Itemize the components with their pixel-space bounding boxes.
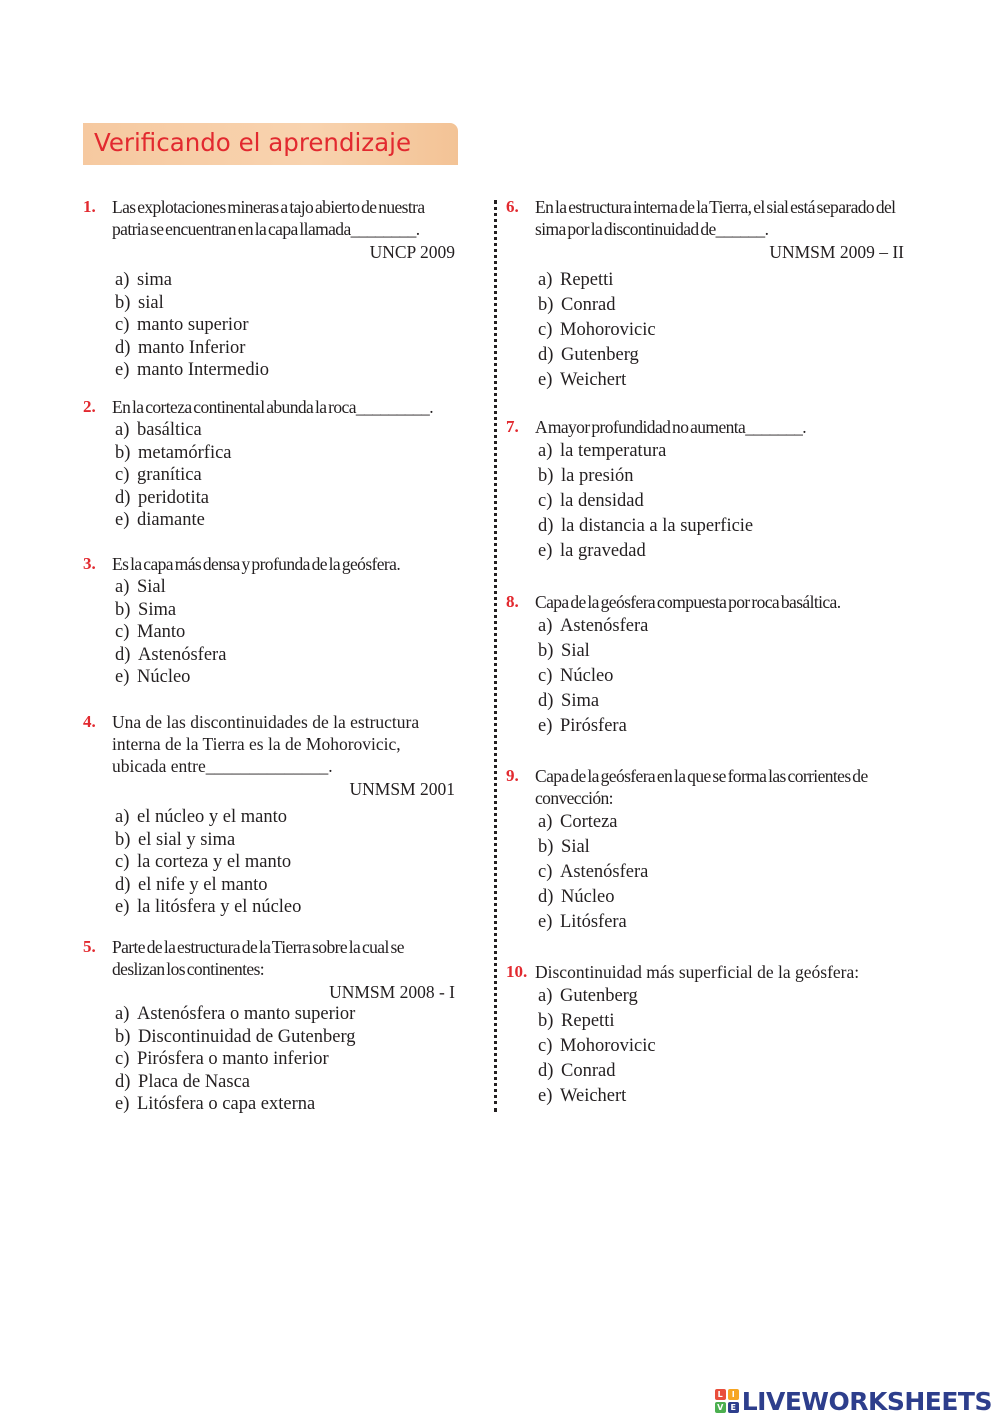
- option-d[interactable]: [535, 514, 904, 539]
- option-text: la litósfera y el núcleo: [137, 897, 302, 917]
- question-5: [83, 936, 455, 1116]
- exam-source: UNCP 2009: [369, 242, 455, 262]
- option-letter: e): [538, 716, 553, 736]
- option-letter: a): [115, 1004, 130, 1024]
- option-text: Pirósfera o manto inferior: [137, 1049, 329, 1069]
- option-text: manto Intermedio: [137, 360, 270, 380]
- option-b[interactable]: [535, 293, 904, 318]
- question-1: [83, 196, 455, 382]
- option-text: la gravedad: [560, 541, 646, 561]
- option-e[interactable]: [112, 896, 455, 919]
- question-text: Es la capa más densa y profunda de la geósfera.: [112, 554, 401, 574]
- option-text: Sima: [138, 599, 177, 620]
- option-c[interactable]: [112, 464, 455, 487]
- option-text: Litósfera o capa externa: [137, 1094, 316, 1114]
- option-text: Gutenberg: [561, 345, 639, 365]
- option-text: Astenósfera: [560, 862, 649, 882]
- option-c[interactable]: [112, 621, 455, 644]
- option-letter: b): [115, 829, 131, 850]
- option-b[interactable]: [112, 292, 455, 315]
- option-text: Discontinuidad de Gutenberg: [138, 1026, 356, 1047]
- option-letter: e): [538, 541, 553, 561]
- question-text: Las explotaciones mineras a tajo abierto de nuestra patria se encuentran en la capa llamada________.: [112, 197, 425, 239]
- option-text: Conrad: [561, 1061, 616, 1081]
- exam-source: UNMSM 2001: [349, 779, 455, 799]
- option-text: el núcleo y el manto: [137, 807, 288, 827]
- option-letter: a): [538, 616, 553, 636]
- option-letter: c): [115, 1049, 130, 1069]
- option-text: Gutenberg: [560, 986, 638, 1006]
- option-e[interactable]: [112, 359, 455, 382]
- option-letter: a): [115, 577, 130, 597]
- option-d[interactable]: [112, 487, 455, 510]
- option-b[interactable]: [112, 829, 455, 852]
- option-letter: a): [115, 420, 130, 440]
- option-letter: e): [115, 360, 130, 380]
- logo-letter: I: [728, 1389, 739, 1400]
- option-text: sima: [137, 270, 172, 290]
- option-letter: c): [115, 622, 130, 642]
- option-text: Sima: [561, 691, 600, 711]
- exam-source: UNMSM 2009 – II: [769, 242, 904, 262]
- logo-text: LIVEWORKSHEETS: [741, 1386, 992, 1416]
- option-a[interactable]: [112, 419, 455, 442]
- option-c[interactable]: [535, 664, 904, 689]
- option-b[interactable]: [535, 835, 904, 860]
- option-text: sial: [138, 292, 164, 313]
- question-text: En la estructura interna de la Tierra, el sial está separado del sima por la discontinuidad de______.: [535, 197, 896, 239]
- option-a[interactable]: [112, 806, 455, 829]
- option-letter: e): [538, 1086, 553, 1106]
- option-d[interactable]: [112, 874, 455, 897]
- option-b[interactable]: [112, 599, 455, 622]
- option-d[interactable]: [112, 644, 455, 667]
- option-letter: d): [538, 887, 554, 907]
- option-letter: d): [115, 644, 131, 665]
- option-letter: c): [538, 1036, 553, 1056]
- question-10: [506, 961, 926, 1109]
- option-c[interactable]: [535, 489, 904, 514]
- option-e[interactable]: [112, 1093, 455, 1116]
- option-letter: d): [538, 345, 554, 365]
- question-8: [506, 591, 904, 739]
- question-9: [506, 765, 904, 935]
- option-letter: d): [538, 691, 554, 711]
- option-text: la temperatura: [560, 441, 667, 461]
- option-text: granítica: [137, 465, 202, 485]
- option-e[interactable]: [535, 714, 904, 739]
- option-b[interactable]: [112, 442, 455, 465]
- option-b[interactable]: [535, 1009, 926, 1034]
- option-text: el nife y el manto: [138, 874, 268, 895]
- options-list: [112, 806, 455, 919]
- option-letter: c): [538, 862, 553, 882]
- option-text: Pirósfera: [560, 716, 627, 736]
- option-letter: a): [538, 441, 553, 461]
- option-a[interactable]: [535, 439, 904, 464]
- question-6: [506, 196, 904, 393]
- option-letter: e): [115, 510, 130, 530]
- option-letter: c): [538, 666, 553, 686]
- options-list: [112, 1003, 455, 1116]
- question-text: Capa de la geósfera en la que se forma las corrientes de convección:: [535, 766, 868, 808]
- question-number: 2.: [83, 397, 96, 416]
- option-letter: d): [115, 874, 131, 895]
- option-a[interactable]: [535, 614, 904, 639]
- option-letter: c): [538, 320, 553, 340]
- option-text: Mohorovicic: [560, 320, 656, 340]
- question-3: [83, 553, 455, 689]
- option-letter: d): [538, 1061, 554, 1081]
- option-text: Weichert: [560, 1086, 627, 1106]
- logo-letter: E: [728, 1402, 739, 1413]
- options-list: [535, 810, 904, 935]
- option-e[interactable]: [535, 539, 904, 564]
- option-text: manto superior: [137, 315, 249, 335]
- option-a[interactable]: [535, 810, 904, 835]
- option-d[interactable]: [535, 343, 904, 368]
- option-a[interactable]: [535, 268, 904, 293]
- option-text: la densidad: [560, 491, 644, 511]
- option-letter: b): [538, 295, 554, 315]
- option-text: Conrad: [561, 295, 616, 315]
- option-letter: b): [115, 599, 131, 620]
- option-text: Núcleo: [560, 666, 614, 686]
- question-4: [83, 711, 455, 919]
- option-text: Sial: [137, 577, 166, 597]
- options-list: [112, 576, 455, 689]
- option-a[interactable]: [112, 1003, 455, 1026]
- option-text: Corteza: [560, 812, 618, 832]
- option-letter: d): [115, 337, 131, 358]
- column-divider: [494, 200, 497, 1112]
- logo-letter: L: [715, 1389, 726, 1400]
- option-b[interactable]: [535, 639, 904, 664]
- option-c[interactable]: [535, 318, 904, 343]
- option-letter: e): [115, 897, 130, 917]
- option-c[interactable]: [112, 314, 455, 337]
- option-text: la corteza y el manto: [137, 852, 292, 872]
- option-letter: b): [538, 837, 554, 857]
- option-letter: d): [115, 487, 131, 508]
- option-letter: c): [538, 491, 553, 511]
- question-number: 6.: [506, 197, 519, 216]
- option-letter: a): [538, 986, 553, 1006]
- option-text: Núcleo: [561, 887, 615, 907]
- question-text: Capa de la geósfera compuesta por roca basáltica.: [535, 592, 841, 612]
- option-letter: c): [115, 852, 130, 872]
- question-text: A mayor profundidad no aumenta_______.: [535, 417, 807, 437]
- option-d[interactable]: [112, 337, 455, 360]
- option-text: Núcleo: [137, 667, 191, 687]
- option-letter: a): [115, 270, 130, 290]
- option-d[interactable]: [535, 885, 904, 910]
- option-text: Repetti: [560, 270, 614, 290]
- option-letter: b): [115, 442, 131, 463]
- question-number: 1.: [83, 197, 96, 216]
- option-text: la presión: [561, 466, 634, 486]
- option-e[interactable]: [535, 910, 904, 935]
- options-list: [112, 269, 455, 382]
- option-d[interactable]: [535, 689, 904, 714]
- liveworksheets-logo[interactable]: [715, 1386, 992, 1416]
- option-letter: a): [538, 270, 553, 290]
- options-list: [112, 419, 455, 532]
- option-b[interactable]: [535, 464, 904, 489]
- option-letter: e): [538, 912, 553, 932]
- option-letter: d): [115, 1071, 131, 1092]
- question-text: En la corteza continental abunda la roca_________.: [112, 397, 433, 417]
- option-text: Sial: [561, 837, 590, 857]
- option-text: el sial y sima: [138, 829, 236, 850]
- option-letter: a): [538, 812, 553, 832]
- option-text: Astenósfera o manto superior: [137, 1004, 356, 1024]
- option-letter: e): [538, 370, 553, 390]
- option-letter: c): [115, 465, 130, 485]
- question-text: Discontinuidad más superficial de la geósfera:: [535, 962, 860, 982]
- option-e[interactable]: [535, 1084, 926, 1109]
- option-text: diamante: [137, 510, 205, 530]
- option-text: Mohorovicic: [560, 1036, 656, 1056]
- question-2: [83, 396, 455, 532]
- option-a[interactable]: [535, 984, 926, 1009]
- option-letter: b): [538, 466, 554, 486]
- question-7: [506, 416, 904, 564]
- question-number: 5.: [83, 937, 96, 956]
- option-text: Astenósfera: [138, 644, 227, 665]
- options-list: [535, 984, 926, 1109]
- option-e[interactable]: [112, 509, 455, 532]
- option-letter: a): [115, 807, 130, 827]
- option-a[interactable]: [112, 269, 455, 292]
- option-d[interactable]: [112, 1071, 455, 1094]
- option-text: peridotita: [138, 487, 209, 508]
- question-number: 3.: [83, 554, 96, 573]
- option-text: Astenósfera: [560, 616, 649, 636]
- option-letter: e): [115, 667, 130, 687]
- question-number: 10.: [506, 962, 528, 981]
- option-text: Weichert: [560, 370, 627, 390]
- option-c[interactable]: [112, 851, 455, 874]
- options-list: [535, 439, 904, 564]
- option-c[interactable]: [535, 1034, 926, 1059]
- option-b[interactable]: [112, 1026, 455, 1049]
- option-text: Sial: [561, 641, 590, 661]
- option-letter: b): [538, 641, 554, 661]
- option-letter: b): [115, 1026, 131, 1047]
- options-list: [535, 268, 904, 393]
- option-text: la distancia a la superficie: [561, 516, 754, 536]
- question-number: 9.: [506, 766, 519, 785]
- option-text: Repetti: [561, 1011, 615, 1031]
- option-text: metamórfica: [138, 442, 232, 463]
- option-text: basáltica: [137, 420, 202, 440]
- option-letter: d): [538, 516, 554, 536]
- option-e[interactable]: [535, 368, 904, 393]
- option-c[interactable]: [112, 1048, 455, 1071]
- question-number: 7.: [506, 417, 519, 436]
- option-text: Manto: [137, 622, 186, 642]
- question-number: 8.: [506, 592, 519, 611]
- logo-mark-icon: [715, 1389, 739, 1413]
- option-letter: e): [115, 1094, 130, 1114]
- question-text: Una de las discontinuidades de la estructura interna de la Tierra es la de Mohorovicic, ubicada entre______________.: [112, 712, 420, 776]
- option-text: Litósfera: [560, 912, 627, 932]
- option-a[interactable]: [112, 576, 455, 599]
- logo-letter: V: [715, 1402, 726, 1413]
- option-d[interactable]: [535, 1059, 926, 1084]
- exam-source: UNMSM 2008 - I: [329, 982, 455, 1002]
- option-e[interactable]: [112, 666, 455, 689]
- option-letter: b): [538, 1011, 554, 1031]
- question-number: 4.: [83, 712, 96, 731]
- option-letter: c): [115, 315, 130, 335]
- option-text: manto Inferior: [138, 337, 246, 358]
- question-text: Parte de la estructura de la Tierra sobre la cual se deslizan los continentes:: [112, 937, 404, 979]
- options-list: [535, 614, 904, 739]
- option-letter: b): [115, 292, 131, 313]
- option-c[interactable]: [535, 860, 904, 885]
- option-text: Placa de Nasca: [138, 1071, 251, 1092]
- section-title: Verificando el aprendizaje: [94, 128, 412, 157]
